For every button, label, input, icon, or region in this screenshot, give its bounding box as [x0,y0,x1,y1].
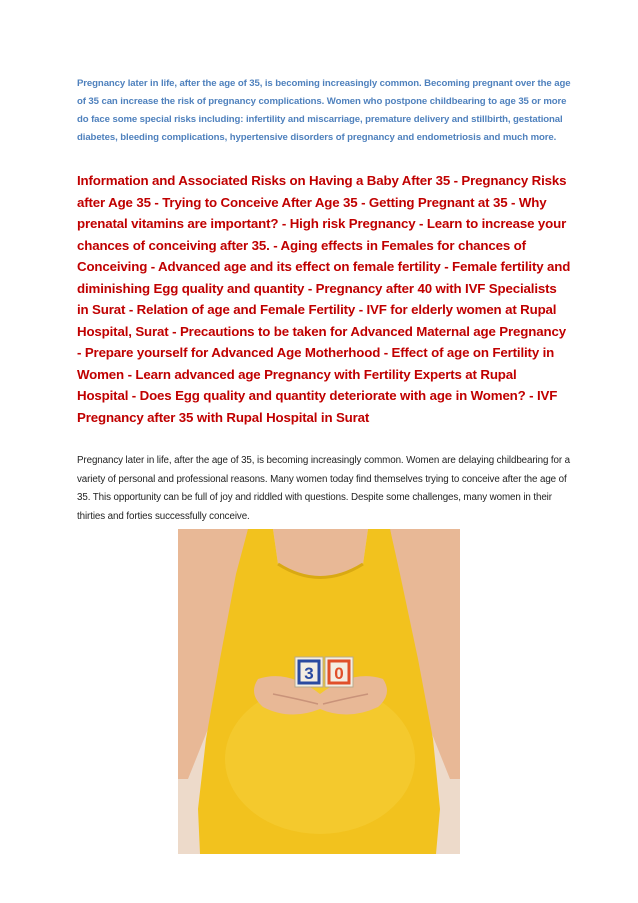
intro-paragraph: Pregnancy later in life, after the age of 35, is becoming increasingly common. Becoming pregnant over the age of 35 can increase the risk of pregnancy complications. Women who postpone childbearing to age 35 or more do face some special risks including: infertility and miscarriage, premature delivery and stillbirth, gestational diabetes, bleeding complications, hypertensive disorders of pregnancy and endometriosis and much more. [77,78,571,143]
page-heading: Information and Associated Risks on Having a Baby After 35 - Pregnancy Risks after Age 35 - Trying to Conceive After Age 35 - Getting Pregnant at 35 - Why prenatal vitamins are important? - High risk Pregnancy - Learn to increase your chances of conceiving after 35. - Aging effects in Females for chances of Conceiving - Advanced age and its effect on female fertility - Female fertility and diminishing Egg quality and quantity - Pregnancy after 40 with IVF Specialists in Surat - Relation of age and Female Fertility - IVF for elderly women at Rupal Hospital, Surat - Precautions to be taken for Advanced Maternal age Pregnancy - Prepare yourself for Advanced Age Motherhood - Effect of age on Fertility in Women - Learn advanced age Pregnancy with Fertility Experts at Rupal Hospital - Does Egg quality and quantity deteriorate with age in Women? - IVF Pregnancy after 35 with Rupal Hospital in Surat [77,173,571,425]
pregnant-woman-photo [178,529,460,854]
body-paragraph: Pregnancy later in life, after the age of 35, is becoming increasingly common. Women are delaying childbearing for a variety of personal and professional reasons. Many women today find themselves trying to conceive after the age of 35. This opportunity can be full of joy and riddled with questions. Despite some challenges, many women in their thirties and forties successfully conceive. [77,455,571,522]
block-zero [325,657,353,687]
block-left-digit: 3 [304,664,314,683]
block-three [295,657,323,687]
block-right-digit: 0 [334,664,344,683]
